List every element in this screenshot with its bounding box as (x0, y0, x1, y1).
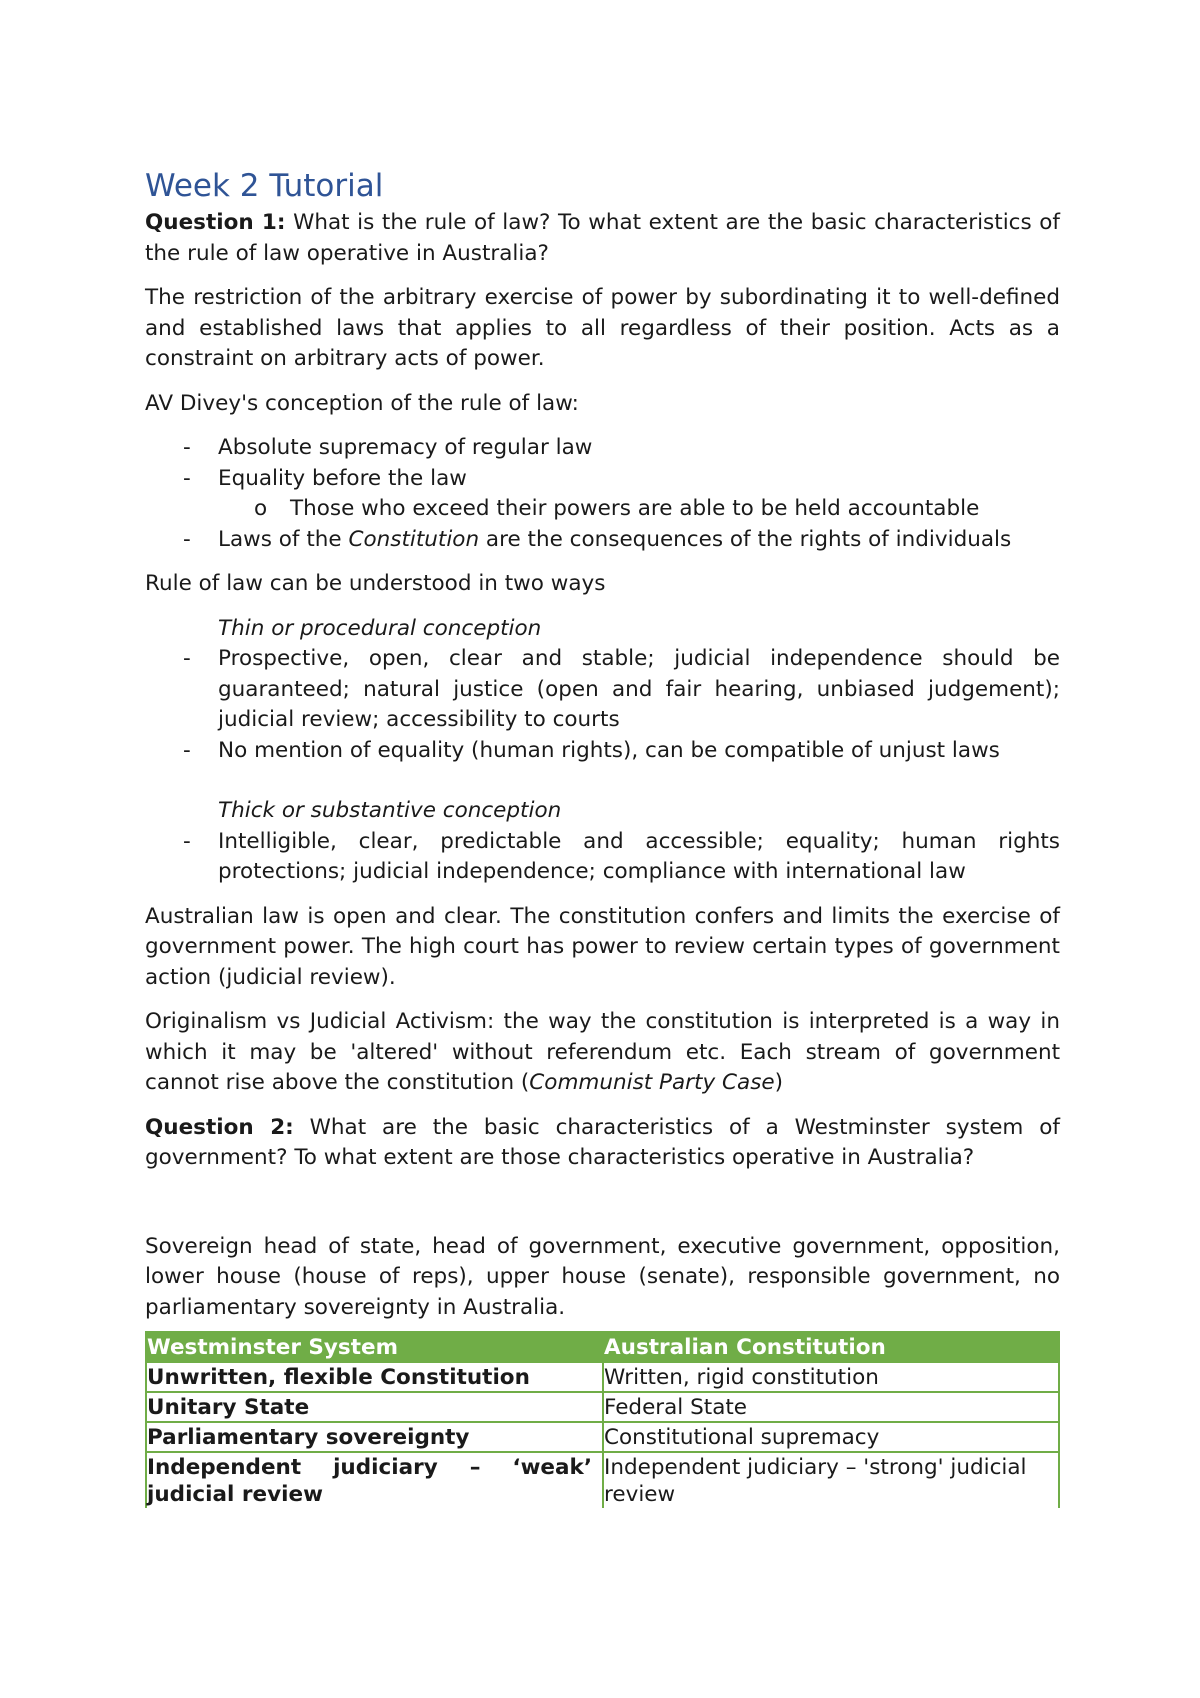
table-cell-text: Parliamentary sovereignty (147, 1425, 470, 1450)
paragraph-divey: AV Divey's conception of the rule of law: (145, 390, 579, 416)
comparison-table (145, 1331, 1060, 1508)
table-header-text: Westminster System (147, 1335, 398, 1360)
list-item (145, 736, 1060, 767)
dash-bullet: - (183, 435, 191, 460)
question-2-text: What are the basic characteristics of a Westminster system of government? To what extent are those characteristics operative in Australia? (145, 1114, 1060, 1170)
sub-list-item (145, 494, 1060, 525)
question-1 (145, 208, 1060, 269)
page-title: Week 2 Tutorial (145, 168, 384, 204)
spacer (145, 1188, 1060, 1232)
list-item-text-pre: Laws of the (218, 526, 349, 552)
thin-list (145, 644, 1060, 766)
table-cell-text: Independent judiciary – ‘weak’ judicial review (147, 1455, 592, 1507)
sub-list-item-text: Those who exceed their powers are able to be held accountable (290, 496, 980, 521)
table-row (146, 1422, 1059, 1452)
table-cell (146, 1452, 603, 1508)
table-row (146, 1452, 1059, 1508)
list-item (145, 525, 1060, 556)
paragraph-originalism (145, 1007, 1060, 1099)
table-row (146, 1392, 1059, 1422)
question-1-text: What is the rule of law? To what extent are the basic characteristics of the rule of law operative in Australia? (145, 210, 1060, 266)
table-cell (603, 1392, 1059, 1422)
dash-bullet: - (183, 828, 191, 854)
table-cell-text: Unwritten, flexible Constitution (147, 1365, 530, 1390)
dash-bullet: - (183, 646, 191, 671)
table-header-text: Australian Constitution (604, 1335, 886, 1360)
table-header-australian (603, 1332, 1059, 1362)
table-cell (146, 1422, 603, 1452)
divey-list (145, 433, 1060, 555)
table-header-row (146, 1332, 1059, 1362)
list-item (145, 464, 1060, 495)
document-page (145, 166, 1060, 1508)
dash-bullet: - (183, 526, 191, 552)
list-item-text: Absolute supremacy of regular law (218, 435, 593, 460)
dash-bullet: - (183, 737, 191, 763)
list-item (145, 433, 1060, 464)
question-1-label: Question 1: (145, 210, 286, 235)
list-item (145, 827, 1060, 888)
originalism-text-pre: Originalism vs Judicial Activism: the way the constitution is interpreted is a way in which it may be 'altered' without referendum etc. Each stream of government cannot rise above the constitution ( (145, 1009, 1060, 1095)
dash-bullet: - (183, 465, 191, 491)
spacer (145, 766, 1060, 796)
table-cell-text: Written, rigid constitution (604, 1365, 879, 1390)
thick-conception-heading: Thick or substantive conception (218, 798, 562, 823)
list-item-text: No mention of equality (human rights), can be compatible of unjust laws (218, 737, 1000, 763)
question-2 (145, 1113, 1060, 1174)
thin-conception-heading: Thin or procedural conception (218, 615, 542, 641)
table-cell-text: Federal State (604, 1395, 748, 1420)
table-row (146, 1362, 1059, 1392)
list-item-text: Equality before the law (218, 465, 467, 491)
circle-bullet: o (254, 496, 268, 521)
table-cell (146, 1392, 603, 1422)
table-cell (146, 1362, 603, 1392)
question-2-label: Question 2: (145, 1114, 294, 1140)
paragraph-restriction: The restriction of the arbitrary exercise of power by subordinating it to well-defined and established laws that applies to all regardless of their position. Acts as a constraint on arbitrary acts of power. (145, 285, 1060, 371)
table-cell-text: Unitary State (147, 1395, 310, 1420)
table-cell-text: Independent judiciary – 'strong' judicial review (604, 1455, 1027, 1507)
originalism-text-post: ) (774, 1070, 784, 1095)
list-item-text-italic: Constitution (348, 526, 480, 552)
originalism-case-name: Communist Party Case (529, 1070, 775, 1095)
list-item (145, 644, 1060, 736)
paragraph-australian-law: Australian law is open and clear. The constitution confers and limits the exercise of government power. The high court has power to review certain types of government action (judicial review). (145, 903, 1060, 990)
list-item-text: Prospective, open, clear and stable; judicial independence should be guaranteed; natural justice (open and fair hearing, unbiased judgement); judicial review; accessibility to courts (218, 646, 1060, 732)
list-item-text: Intelligible, clear, predictable and accessible; equality; human rights protections; judicial independence; compliance with international law (218, 828, 1060, 884)
list-item-text-post: are the consequences of the rights of individuals (479, 526, 1012, 552)
table-header-westminster (146, 1332, 603, 1362)
thick-list (145, 827, 1060, 888)
paragraph-sovereign: Sovereign head of state, head of government, executive government, opposition, lower house (house of reps), upper house (senate), responsible government, no parliamentary sovereignty in Australia. (145, 1233, 1060, 1320)
table-cell (603, 1452, 1059, 1508)
table-cell-text: Constitutional supremacy (604, 1425, 880, 1450)
table-cell (603, 1362, 1059, 1392)
paragraph-two-ways: Rule of law can be understood in two ways (145, 571, 606, 596)
table-cell (603, 1422, 1059, 1452)
